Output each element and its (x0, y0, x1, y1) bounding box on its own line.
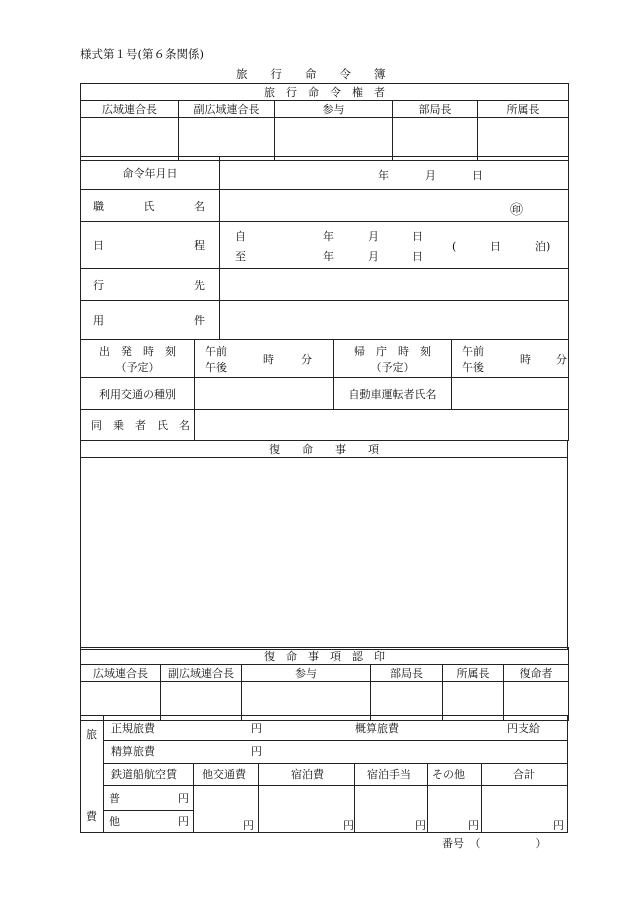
expense-col-label: 宿泊手当 (367, 768, 411, 781)
yen-unit: 円 (468, 819, 479, 832)
expense-col-label: 宿泊費 (291, 768, 324, 781)
report-approver-label: 広域連合長 (81, 665, 161, 682)
yen-unit: 円 (251, 745, 262, 758)
passengers-label: 同 乗 者 氏 名 (81, 410, 195, 441)
approver-seal-box[interactable] (179, 118, 275, 161)
departure-label: 出 発 時 刻 （予定） (81, 340, 195, 378)
approver-seal-box[interactable] (393, 118, 478, 161)
form-number: 様式第１号(第６条関係) (80, 47, 204, 61)
return-label: 帰 庁 時 刻 （予定） (334, 340, 452, 378)
issuer-table (80, 83, 569, 161)
approver-seal-box[interactable] (81, 118, 179, 161)
report-seal-header: 復 命 事 項 認 印 (81, 648, 569, 665)
yen-unit: 円 (178, 792, 189, 805)
number-field[interactable]: 番号 （ ） (442, 837, 547, 850)
approver-label: 参与 (275, 101, 393, 118)
other-label: 他 (109, 815, 120, 828)
report-body-field[interactable] (81, 458, 568, 650)
report-table (80, 440, 568, 650)
issuer-header: 旅 行 命 令 権 者 (81, 84, 569, 101)
yen-unit: 円 (178, 815, 189, 828)
expense-col-label: その他 (432, 768, 465, 781)
transport-label: 利用交通の種別 (81, 378, 195, 410)
report-header: 復 命 事 項 (81, 441, 568, 458)
expense-side-label: 費 (86, 810, 97, 823)
destination-label: 行 先 (81, 269, 220, 301)
order-date-label: 命令年月日 (81, 157, 220, 190)
approver-label: 広域連合長 (81, 101, 179, 118)
driver-label: 自動車運転者氏名 (334, 378, 452, 410)
report-approver-label: 副広域連合長 (161, 665, 242, 682)
report-approver-label: 部局長 (371, 665, 443, 682)
ordinary-label: 普 (109, 792, 120, 805)
approver-label: 所属長 (478, 101, 569, 118)
return-time-field[interactable]: 午前 午後 時 分 (452, 340, 569, 378)
order-details-table (80, 156, 569, 441)
advance-label: 円支給 (507, 722, 540, 735)
regular-fee-label: 正規旅費 (111, 722, 155, 735)
driver-field[interactable] (452, 378, 569, 410)
order-date-field[interactable]: 年 月 日 (220, 157, 569, 190)
settle-fee-label: 精算旅費 (111, 745, 155, 758)
report-approver-label: 参与 (242, 665, 371, 682)
approver-seal-box[interactable] (478, 118, 569, 161)
transport-field[interactable] (195, 378, 334, 410)
departure-time-field[interactable]: 午前 午後 時 分 (195, 340, 334, 378)
yen-unit: 円 (251, 722, 262, 735)
expense-section (80, 715, 568, 833)
yen-unit: 円 (415, 819, 426, 832)
destination-field[interactable] (220, 269, 569, 301)
yen-unit: 円 (343, 819, 354, 832)
yen-unit: 円 (243, 819, 254, 832)
passengers-field[interactable] (195, 410, 569, 441)
expense-side-label: 旅 (86, 728, 97, 741)
approver-label: 副広域連合長 (179, 101, 275, 118)
expense-col-label: 合計 (513, 768, 535, 781)
report-approver-label: 復命者 (504, 665, 569, 682)
business-field[interactable] (220, 301, 569, 340)
approver-seal-box[interactable] (275, 118, 393, 161)
approver-label: 部局長 (393, 101, 478, 118)
expense-col-label: 他交通費 (202, 768, 246, 781)
business-label: 用 件 (81, 301, 220, 340)
schedule-field[interactable]: 自 年 月 日 至 年 月 日 ( 日 泊) (220, 222, 569, 269)
name-field[interactable] (220, 190, 569, 222)
yen-unit: 円 (553, 819, 564, 832)
name-label: 職 氏 名 (81, 190, 220, 222)
page-title: 旅 行 命 令 簿 (236, 67, 386, 81)
schedule-label: 日 程 (81, 222, 220, 269)
expense-col-label: 鉄道船航空賃 (111, 768, 177, 781)
report-seal-table (80, 647, 569, 721)
estimate-fee-label: 概算旅費 (355, 722, 399, 735)
report-approver-label: 所属長 (443, 665, 504, 682)
seal-icon: ㊞ (510, 202, 524, 218)
